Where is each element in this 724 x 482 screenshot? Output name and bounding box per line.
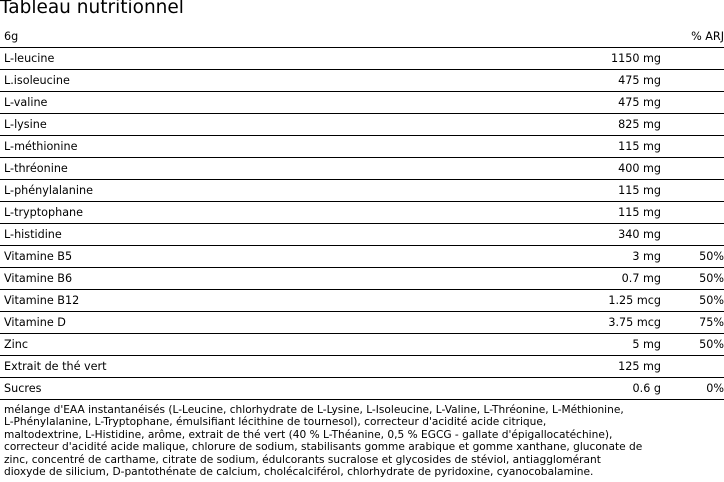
nutrient-name: L.isoleucine: [0, 70, 544, 92]
nutrient-reference-intake: [661, 158, 724, 180]
nutrient-amount: 1150 mg: [544, 48, 661, 70]
nutrient-reference-intake: 50%: [661, 268, 724, 290]
table-row: [0, 180, 724, 202]
table-row: [0, 136, 724, 158]
nutrient-name: Vitamine B12: [0, 290, 544, 312]
nutrient-amount: 400 mg: [544, 158, 661, 180]
nutrient-name: Vitamine D: [0, 312, 544, 334]
table-row: [0, 268, 724, 290]
nutrient-amount: 5 mg: [544, 334, 661, 356]
page-title: Tableau nutritionnel: [0, 0, 184, 18]
nutrient-reference-intake: 50%: [661, 246, 724, 268]
nutrient-name: L-thréonine: [0, 158, 544, 180]
table-row: [0, 356, 724, 378]
table-row: [0, 334, 724, 356]
nutrient-name: L-lysine: [0, 114, 544, 136]
nutrient-reference-intake: [661, 114, 724, 136]
table-row: [0, 92, 724, 114]
nutrient-name: L-méthionine: [0, 136, 544, 158]
nutrient-name: Vitamine B5: [0, 246, 544, 268]
nutrient-amount: 340 mg: [544, 224, 661, 246]
nutrient-name: L-tryptophane: [0, 202, 544, 224]
nutrient-reference-intake: 0%: [661, 378, 724, 400]
table-row: [0, 158, 724, 180]
nutrient-reference-intake: [661, 48, 724, 70]
nutrient-amount: 825 mg: [544, 114, 661, 136]
ingredients-text: mélange d'EAA instantanéisés (L-Leucine, chlorhydrate de L-Lysine, L-Isoleucine, L-Valine, L-Thréonine, L-Méthionine, L-Phénylalanine, L-Tryptophane, émulsifiant lécithine de tournesol), correcteur d'acidité acide citrique, maltodextrine, L-Histidine, arôme, extrait de thé vert (40 % L-Théanine, 0,5 % EGCG - gallate d'épigallocatéchine), correcteur d'acidité acide malique, chlorure de sodium, stabilisants gomme arabique et gomme xanthane, gluconate de zinc, concentré de carthame, citrate de sodium, édulcorants sucralose et glycosides de stéviol, antiagglomérant dioxyde de silicium, D-pantothénate de calcium, cholécalciférol, chlorhydrate de pyridoxine, cyanocobalamine.: [4, 404, 643, 479]
table-row: [0, 70, 724, 92]
nutrient-reference-intake: [661, 180, 724, 202]
nutrient-reference-intake: 50%: [661, 290, 724, 312]
table-row: [0, 48, 724, 70]
table-row: [0, 378, 724, 400]
nutrient-reference-intake: 75%: [661, 312, 724, 334]
nutrient-name: L-leucine: [0, 48, 544, 70]
nutrient-name: Zinc: [0, 334, 544, 356]
table-header-row: [0, 26, 724, 48]
nutrient-amount: 1.25 mcg: [544, 290, 661, 312]
nutrient-amount: 475 mg: [544, 70, 661, 92]
table-row: [0, 202, 724, 224]
nutrient-name: Vitamine B6: [0, 268, 544, 290]
table-row: [0, 290, 724, 312]
nutrient-reference-intake: [661, 92, 724, 114]
nutrition-table: [0, 26, 724, 400]
nutrient-name: Extrait de thé vert: [0, 356, 544, 378]
serving-size-header: 6g: [0, 26, 544, 48]
nutrient-amount: 3.75 mcg: [544, 312, 661, 334]
reference-intake-header: % ARJ: [661, 26, 724, 48]
nutrient-name: L-valine: [0, 92, 544, 114]
nutrient-amount: 115 mg: [544, 136, 661, 158]
nutrient-name: Sucres: [0, 378, 544, 400]
nutrient-amount: 3 mg: [544, 246, 661, 268]
table-row: [0, 312, 724, 334]
nutrient-amount: 0.6 g: [544, 378, 661, 400]
nutrient-reference-intake: [661, 70, 724, 92]
nutrition-table-body: [0, 26, 724, 400]
nutrient-amount: 115 mg: [544, 180, 661, 202]
nutrient-amount: 0.7 mg: [544, 268, 661, 290]
table-row: [0, 246, 724, 268]
nutrient-name: L-phénylalanine: [0, 180, 544, 202]
nutrient-reference-intake: 50%: [661, 334, 724, 356]
nutrient-amount: 475 mg: [544, 92, 661, 114]
table-row: [0, 114, 724, 136]
nutrient-reference-intake: [661, 202, 724, 224]
table-row: [0, 224, 724, 246]
nutrient-reference-intake: [661, 224, 724, 246]
nutrient-reference-intake: [661, 356, 724, 378]
nutrient-reference-intake: [661, 136, 724, 158]
amount-header: [544, 26, 661, 48]
nutrient-name: L-histidine: [0, 224, 544, 246]
nutrient-amount: 125 mg: [544, 356, 661, 378]
nutrient-amount: 115 mg: [544, 202, 661, 224]
